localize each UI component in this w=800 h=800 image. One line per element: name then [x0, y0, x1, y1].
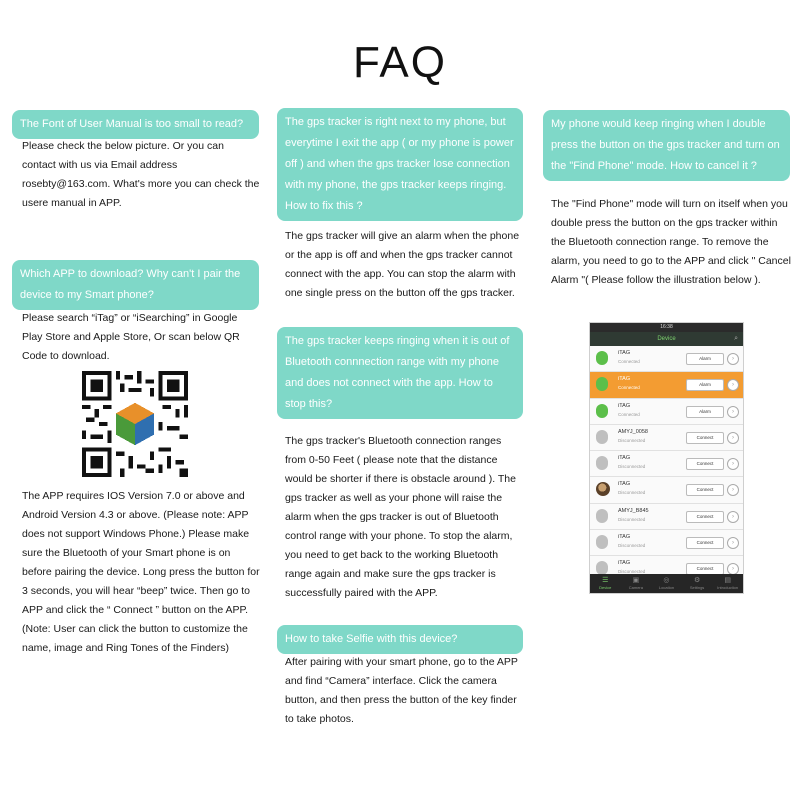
- tab-settings[interactable]: [682, 574, 713, 593]
- device-row[interactable]: [590, 346, 743, 372]
- tab-camera[interactable]: [621, 574, 652, 593]
- grey-tag-icon: [596, 430, 608, 444]
- chevron-right-icon[interactable]: ›: [727, 406, 739, 418]
- faq-question-font-size: The Font of User Manual is too small to read?: [12, 110, 259, 139]
- device-status: Connected: [618, 385, 640, 391]
- connect-button[interactable]: Connect: [686, 458, 724, 470]
- page-title: FAQ: [352, 38, 448, 87]
- chevron-right-icon[interactable]: ›: [727, 379, 739, 391]
- qr-code-image: [82, 371, 188, 477]
- device-status: Disconnected: [618, 464, 646, 470]
- search-icon[interactable]: ⌕: [734, 335, 738, 342]
- tab-label: Introduction: [717, 585, 739, 590]
- device-name: iTAG: [618, 455, 631, 462]
- faq-answer-find-phone: The "Find Phone" mode will turn on itself when you double press the button on the gps tracker within the Bluetooth connection range. To remove the alarm, you need to go to the APP and click " Cancel Alarm "( Please follow the illustration below ).: [551, 198, 791, 286]
- tab-device[interactable]: [590, 574, 621, 593]
- alarm-button[interactable]: Alarm: [686, 353, 724, 365]
- device-status: Disconnected: [618, 516, 646, 522]
- gear-icon: ⚙: [693, 577, 701, 584]
- device-name: iTAG: [618, 350, 631, 356]
- device-status: Disconnected: [618, 569, 646, 575]
- device-row[interactable]: [590, 451, 743, 477]
- device-status: Disconnected: [618, 490, 646, 496]
- chevron-right-icon[interactable]: ›: [727, 563, 739, 575]
- connect-button[interactable]: Connect: [686, 511, 724, 523]
- connect-button[interactable]: Connect: [686, 484, 724, 496]
- list-icon: ☰: [602, 577, 609, 584]
- connect-button[interactable]: Connect: [686, 432, 724, 444]
- app-header-title: Device: [657, 336, 676, 342]
- device-name: iTAG: [618, 560, 631, 567]
- device-name: iTAG: [618, 376, 631, 383]
- chevron-right-icon[interactable]: ›: [727, 458, 739, 470]
- grey-tag-icon: [596, 509, 608, 523]
- device-row[interactable]: [590, 504, 743, 530]
- green-tag-icon: [596, 404, 608, 418]
- book-icon: ▤: [724, 577, 731, 584]
- faq-question-out-of-range: The gps tracker keeps ringing when it is out of Bluetooth connnection range with my phone and does not connect with the app. How to stop this?: [277, 327, 523, 419]
- pin-icon: ◎: [663, 577, 670, 584]
- device-name: iTAG: [618, 481, 631, 488]
- device-row[interactable]: [590, 372, 743, 398]
- status-time: 16:38: [660, 324, 673, 330]
- phone-status-bar: [590, 323, 743, 332]
- device-status: Disconnected: [618, 437, 646, 443]
- connect-button[interactable]: Connect: [686, 537, 724, 549]
- tab-label: Location: [658, 585, 675, 590]
- faq-answer-selfie: After pairing with your smart phone, go to the APP and find “Camera” interface. Click the camera button, and then press the button of the key finder to take photos.: [285, 656, 518, 725]
- green-tag-icon: [596, 377, 608, 391]
- green-tag-icon: [596, 351, 608, 365]
- faq-answer-out-of-range: The gps tracker's Bluetooth connection ranges from 0-50 Feet ( please note that the distance would be shorter if there is obstacle around ). The gps tracker as well as your phone will raise the alarm when the gps tracker is out of Bluetooth control range with your phone. To stop the alarm, you need to get back to the working Bluetooth range again and make sure the gps tracker is successfully paired with the APP.: [285, 435, 516, 599]
- tab-location[interactable]: [651, 574, 682, 593]
- device-row[interactable]: [590, 425, 743, 451]
- device-status: Connected: [618, 359, 640, 364]
- app-screenshot: [589, 322, 744, 594]
- alarm-button[interactable]: Alarm: [686, 379, 724, 391]
- device-status: Connected: [618, 411, 640, 417]
- chevron-right-icon[interactable]: ›: [727, 511, 739, 523]
- device-row[interactable]: [590, 530, 743, 556]
- device-status: Disconnected: [618, 543, 646, 549]
- grey-tag-icon: [596, 535, 608, 549]
- app-tab-bar: [590, 574, 743, 593]
- connect-button[interactable]: Connect: [686, 563, 724, 575]
- device-name: iTAG: [618, 402, 631, 409]
- tab-label: Device: [599, 585, 612, 590]
- tab-label: Camera: [628, 585, 643, 590]
- device-name: iTAG: [618, 534, 631, 541]
- faq-question-selfie: How to take Selfie with this device?: [277, 625, 523, 654]
- faq-answer-app-requirements: The APP requires IOS Version 7.0 or above and Android Version 4.3 or above. (Please note: APP does not support Windows Phone.) Please make sure the Bluetooth of your Smart phone is on before pairing the device. Long press the button for 3 seconds, you will hear “beep” twice. Then go to APP and click the “ Connect ” button on the APP. (Note: User can click the button to customize the name, image and Ring Tones of the Finders): [22, 490, 260, 654]
- faq-answer-keeps-ringing-exit: The gps tracker will give an alarm when the phone or the app is off and when the gps tracker cannot connect with the app. You can stop the alarm with one single press on the button off the gps tracker.: [285, 230, 520, 299]
- device-list: [590, 346, 743, 583]
- faq-question-find-phone: My phone would keep ringing when I double press the button on the gps tracker and turn on the "Find Phone" mode. How to cancel it ?: [543, 110, 790, 181]
- photo-avatar-icon: [596, 482, 610, 496]
- device-name: AMYJ_B845: [618, 507, 649, 514]
- faq-question-which-app: Which APP to download? Why can't I pair the device to my Smart phone?: [12, 260, 259, 310]
- alarm-button[interactable]: Alarm: [686, 406, 724, 418]
- chevron-right-icon[interactable]: ›: [727, 432, 739, 444]
- faq-answer-font-size: Please check the below picture. Or you can contact with us via Email address rosebty@163.com. What's more you can check the usere manual in APP.: [22, 140, 260, 209]
- chevron-right-icon[interactable]: ›: [727, 537, 739, 549]
- faq-answer-which-app: Please search “iTag” or “iSearching” in Google Play Store and Apple Store, Or scan below QR Code to download.: [22, 312, 240, 362]
- chevron-right-icon[interactable]: ›: [727, 484, 739, 496]
- device-row[interactable]: [590, 477, 743, 503]
- app-header: [590, 332, 743, 346]
- tab-label: Settings: [689, 585, 705, 590]
- camera-icon: ▣: [632, 577, 640, 584]
- chevron-right-icon[interactable]: ›: [727, 353, 739, 365]
- grey-tag-icon: [596, 456, 608, 470]
- faq-question-keeps-ringing-exit: The gps tracker is right next to my phone, but everytime I exit the app ( or my phone is power off ) and when the gps tracker lose connection with my phone, the gps tracker keeps ringing. How to fix this ?: [277, 108, 523, 221]
- device-row[interactable]: [590, 399, 743, 425]
- device-name: AMYJ_0058: [618, 428, 648, 435]
- tab-introduction[interactable]: [712, 574, 743, 593]
